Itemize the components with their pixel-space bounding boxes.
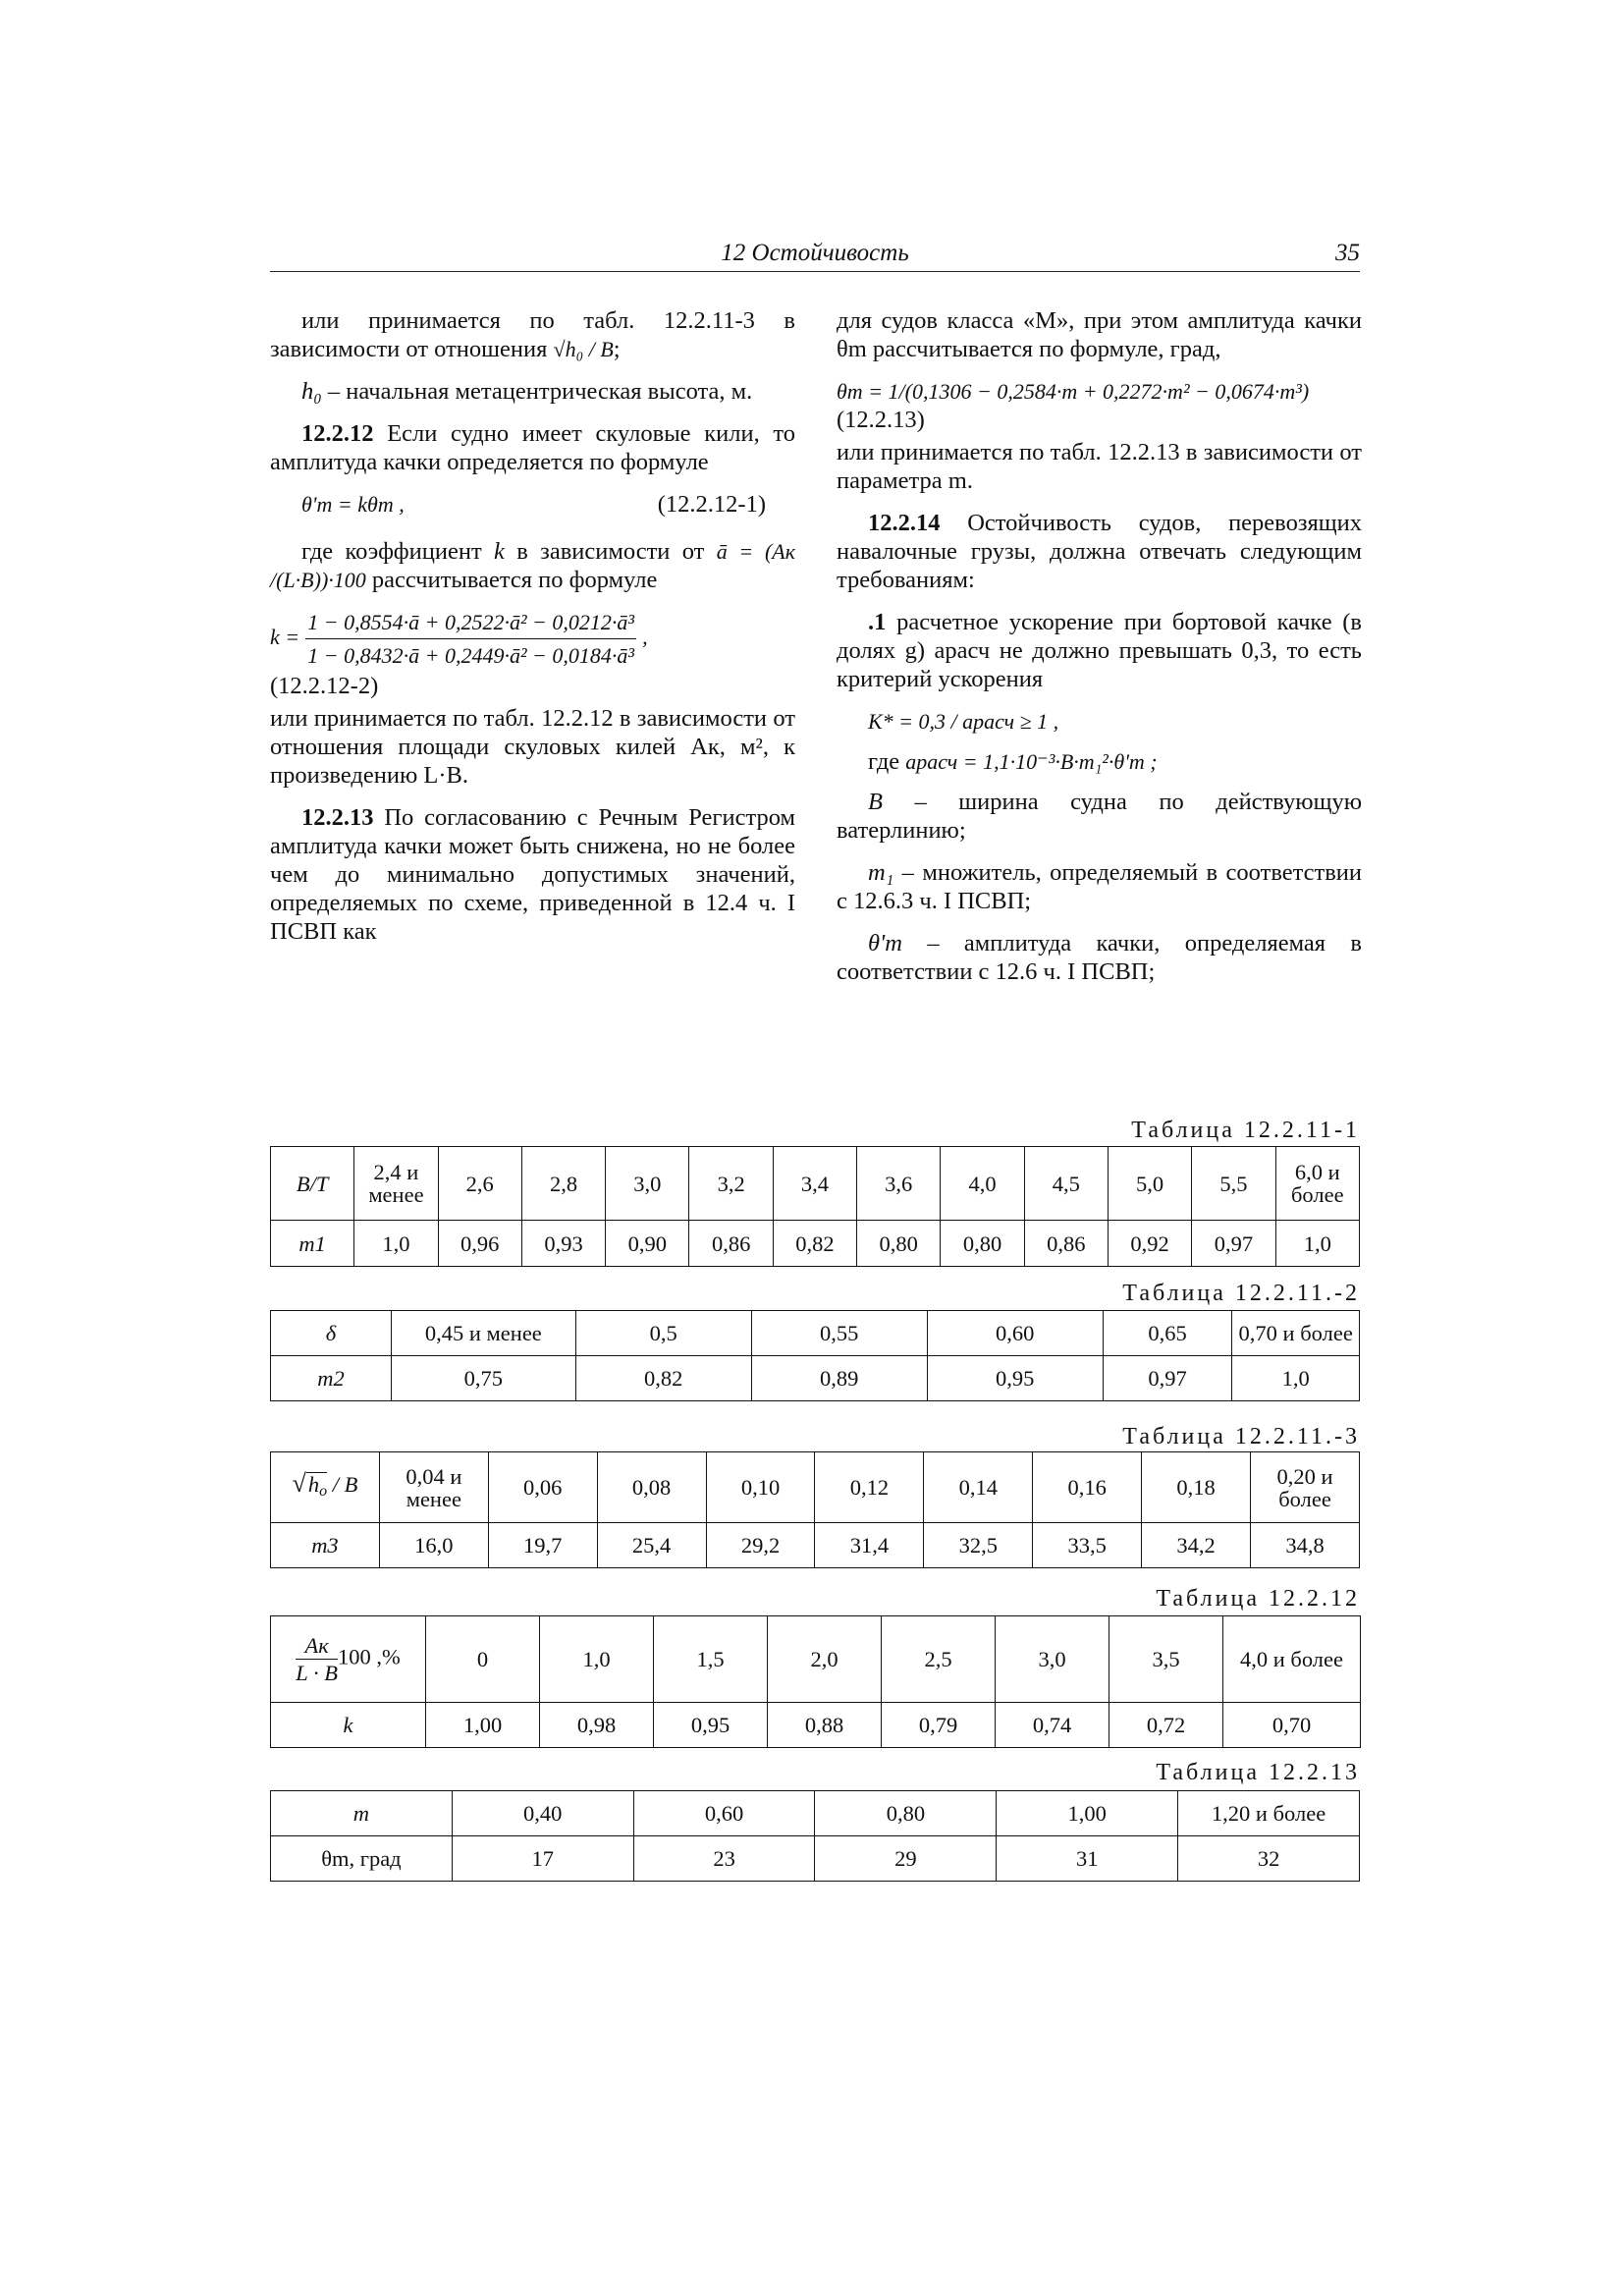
table-cell: 0,97 (1192, 1221, 1275, 1267)
table-caption: Таблица 12.2.11.-2 (1122, 1281, 1360, 1306)
table-cell: 1,0 (1232, 1356, 1360, 1401)
text: где коэффициент (301, 538, 482, 565)
table-header-row (271, 1147, 1360, 1221)
acceleration-criterion: K* = 0,3 / aрасч ≥ 1 , (868, 709, 1059, 734)
table-cell: 0,16 (1033, 1452, 1142, 1523)
fraction (305, 608, 636, 670)
section-12-2-12 (270, 419, 795, 476)
table-cell: 0,70 и более (1232, 1311, 1360, 1356)
formula: √h₀ / B (553, 337, 614, 361)
table-cell: 0,89 (751, 1356, 927, 1401)
table-cell: 3,0 (996, 1616, 1109, 1703)
list-item (837, 608, 1362, 693)
paragraph (270, 306, 795, 363)
section-text: По согласованию с Речным Регистром амплитуда качки может быть снижена, но не более чем до минимально допустимых значений, определяемых по схеме, приведенной в 12.4 ч. I ПСВП как (270, 804, 796, 945)
table-cell: 0,92 (1108, 1221, 1191, 1267)
table-cell (271, 1616, 426, 1703)
table-cell: 0,40 (452, 1791, 633, 1836)
table-cell: 0,86 (1024, 1221, 1108, 1267)
definition (837, 929, 1362, 986)
table-row (271, 1221, 1360, 1267)
table-cell: 0,75 (391, 1356, 575, 1401)
text: рассчитывается по формуле (371, 567, 658, 593)
table-cell: 32,5 (924, 1523, 1033, 1568)
table-cell: 0,72 (1109, 1703, 1223, 1748)
numerator: Aк (296, 1634, 338, 1660)
table-cell: 0,08 (597, 1452, 706, 1523)
table-cell: 2,6 (438, 1147, 521, 1221)
table-cell: 0,12 (815, 1452, 924, 1523)
table-header-row (271, 1791, 1360, 1836)
table-cell: 32 (1178, 1836, 1360, 1882)
formula (306, 1472, 327, 1503)
table-cell: 3,0 (606, 1147, 689, 1221)
table-12-2-12 (270, 1615, 1361, 1748)
text: – ширина судна по действующую ватерлинию; (837, 789, 1362, 844)
table-cell: 2,4 и менее (354, 1147, 438, 1221)
table-cell: 4,5 (1024, 1147, 1108, 1221)
chapter-title: 12 Остойчивость (721, 240, 909, 266)
table-cell: 1,20 и более (1178, 1791, 1360, 1836)
table-12-2-11-2 (270, 1310, 1360, 1401)
table-cell: 23 (633, 1836, 815, 1882)
table-cell: 1,00 (426, 1703, 540, 1748)
table-cell: 0,98 (540, 1703, 654, 1748)
table-cell: 2,0 (768, 1616, 882, 1703)
table-cell: 0,93 (521, 1221, 605, 1267)
table-cell: 0,5 (575, 1311, 751, 1356)
table-caption: Таблица 12.2.11-1 (1131, 1118, 1360, 1143)
text: – множитель, определяемый в соответствии с 12.6.3 ч. I ПСВП; (837, 859, 1362, 914)
section-12-2-13 (270, 803, 795, 946)
table-cell: m1 (271, 1221, 354, 1267)
text: – начальная метацентрическая высота, м. (327, 378, 753, 405)
table-cell: 0,95 (927, 1356, 1103, 1401)
equation-number: (12.2.12-1) (657, 491, 766, 518)
table-row (271, 1356, 1360, 1401)
right-column (837, 306, 1362, 1000)
paragraph (270, 537, 795, 594)
section-number: 12.2.12 (301, 420, 374, 447)
table-cell: 0 (426, 1616, 540, 1703)
section-number: 12.2.13 (301, 804, 374, 831)
paragraph: для судов класса «М», при этом амплитуда качки θm рассчитывается по формуле, град, (837, 307, 1362, 362)
table-cell: m2 (271, 1356, 392, 1401)
table-cell: 6,0 и более (1275, 1147, 1359, 1221)
table-cell: 0,88 (768, 1703, 882, 1748)
table-cell: θm, град (271, 1836, 453, 1882)
equation-number: (12.2.13) (837, 407, 925, 433)
table-cell: 0,96 (438, 1221, 521, 1267)
running-header (270, 240, 1360, 272)
table-cell: 0,80 (815, 1791, 997, 1836)
table-cell: 0,79 (882, 1703, 996, 1748)
definition (837, 788, 1362, 845)
definition (837, 858, 1362, 915)
table-cell: 0,65 (1103, 1311, 1232, 1356)
table-cell: 31 (997, 1836, 1178, 1882)
formula: θ'm = kθm , (301, 492, 405, 517)
table-row (271, 1836, 1360, 1882)
table-cell: 3,2 (689, 1147, 773, 1221)
table-caption: Таблица 12.2.13 (1156, 1760, 1360, 1785)
table-cell: 0,86 (689, 1221, 773, 1267)
table-cell: 0,90 (606, 1221, 689, 1267)
equation-12-2-12-2 (270, 608, 795, 670)
symbol: θ'm (868, 930, 902, 957)
table-cell: 31,4 (815, 1523, 924, 1568)
item-text: расчетное ускорение при бортовой качке (в долях g) aрасч не должно превышать 0,3, то есть критерий ускорения (837, 609, 1363, 692)
left-column (270, 306, 795, 959)
equation-12-2-13: θm = 1/(0,1306 − 0,2584·m + 0,2272·m² − 0,0674·m³) (837, 379, 1310, 404)
text: или принимается по табл. 12.2.11-3 в зависимости от отношения (270, 307, 795, 362)
denominator: 1 − 0,8432·ā + 0,2449·ā² − 0,0184·ā³ (307, 643, 634, 668)
symbol: h₀ (301, 378, 322, 405)
page-number: 35 (1335, 240, 1360, 266)
table-cell: 0,60 (633, 1791, 815, 1836)
table-cell: 0,45 и менее (391, 1311, 575, 1356)
table-cell: 25,4 (597, 1523, 706, 1568)
sqrt-icon: √ (292, 1469, 306, 1498)
table-caption: Таблица 12.2.12 (1156, 1586, 1360, 1612)
table-cell: m (271, 1791, 453, 1836)
table-cell: 3,5 (1109, 1616, 1223, 1703)
table-cell: 5,5 (1192, 1147, 1275, 1221)
table-cell: 29 (815, 1836, 997, 1882)
formula-lhs: k = (270, 625, 300, 650)
paragraph: или принимается по табл. 12.2.12 в зависимости от отношения площади скуловых килей Aк, м², к произведению L·B. (270, 705, 795, 789)
table-cell: 0,80 (941, 1221, 1024, 1267)
table-header-row (271, 1311, 1360, 1356)
table-row (271, 1523, 1360, 1568)
equation-number: (12.2.12-2) (270, 673, 379, 699)
table-cell: 0,14 (924, 1452, 1033, 1523)
text: ; (613, 336, 621, 362)
table-cell: 16,0 (379, 1523, 488, 1568)
section-text: Остойчивость судов, перевозящих навалочные грузы, должна отвечать следующим требованиям: (837, 510, 1362, 593)
symbol: h (307, 1472, 320, 1497)
section-number: 12.2.14 (868, 510, 941, 536)
table-cell: 0,70 (1223, 1703, 1361, 1748)
table-row (271, 1703, 1361, 1748)
table-12-2-11-1 (270, 1146, 1360, 1267)
equation-12-2-12-1 (270, 490, 795, 523)
table-cell: 0,10 (706, 1452, 815, 1523)
formula-tail: / B (332, 1472, 358, 1497)
formula-tail: 100 ,% (337, 1644, 401, 1669)
table-cell: 0,97 (1103, 1356, 1232, 1401)
table-cell: 19,7 (488, 1523, 597, 1568)
table-cell: 4,0 (941, 1147, 1024, 1221)
table-cell: 4,0 и более (1223, 1616, 1361, 1703)
numerator: 1 − 0,8554·ā + 0,2522·ā² − 0,0212·ā³ (305, 608, 636, 639)
table-12-2-13 (270, 1790, 1360, 1882)
subscript: o (319, 1483, 328, 1500)
table-header-row (271, 1616, 1361, 1703)
text: где (868, 748, 900, 775)
symbol: k (494, 538, 505, 565)
table-cell: k (271, 1703, 426, 1748)
acceleration-formula (868, 747, 1362, 776)
table-cell: 5,0 (1108, 1147, 1191, 1221)
item-number: .1 (868, 609, 887, 635)
table-cell: 2,8 (521, 1147, 605, 1221)
table-cell: 33,5 (1033, 1523, 1142, 1568)
formula: aрасч = 1,1·10⁻³·B·m₁²·θ'm ; (905, 749, 1158, 774)
table-cell: B/T (271, 1147, 354, 1221)
table-cell: 1,0 (540, 1616, 654, 1703)
table-header-row (271, 1452, 1360, 1523)
text: в зависимости от (516, 538, 705, 565)
table-cell: 0,74 (996, 1703, 1109, 1748)
text: – амплитуда качки, определяемая в соответствии с 12.6 ч. I ПСВП; (837, 930, 1362, 985)
table-cell: 0,80 (857, 1221, 941, 1267)
table-cell: 0,95 (654, 1703, 768, 1748)
paragraph: или принимается по табл. 12.2.13 в зависимости от параметра m. (837, 439, 1362, 494)
table-cell: 0,82 (575, 1356, 751, 1401)
table-cell: m3 (271, 1523, 380, 1568)
formula: ā = (Aк /(L·B))·100 (270, 539, 796, 592)
table-cell: 1,5 (654, 1616, 768, 1703)
table-cell: 0,82 (773, 1221, 856, 1267)
fraction (296, 1634, 338, 1684)
table-cell: 0,55 (751, 1311, 927, 1356)
table-cell: 1,00 (997, 1791, 1178, 1836)
symbol: B (868, 789, 883, 815)
table-12-2-11-3 (270, 1451, 1360, 1568)
table-cell: 34,8 (1251, 1523, 1360, 1568)
table-cell: 0,20 и более (1251, 1452, 1360, 1523)
table-cell: 1,0 (1275, 1221, 1359, 1267)
table-caption: Таблица 12.2.11.-3 (1122, 1424, 1360, 1449)
table-cell: 0,06 (488, 1452, 597, 1523)
table-cell: 1,0 (354, 1221, 438, 1267)
table-cell: 0,04 и менее (379, 1452, 488, 1523)
table-cell: 29,2 (706, 1523, 815, 1568)
table-cell: δ (271, 1311, 392, 1356)
definition (270, 377, 795, 406)
table-cell: 0,18 (1142, 1452, 1251, 1523)
table-cell (271, 1452, 380, 1523)
table-cell: 3,6 (857, 1147, 941, 1221)
section-12-2-14 (837, 509, 1362, 594)
section-text: Если судно имеет скуловые кили, то амплитуда качки определяется по формуле (270, 420, 795, 475)
symbol: m₁ (868, 859, 894, 886)
table-cell: 17 (452, 1836, 633, 1882)
table-cell: 2,5 (882, 1616, 996, 1703)
denominator: L · B (296, 1661, 338, 1685)
formula-punctuation: , (642, 625, 648, 650)
table-cell: 0,60 (927, 1311, 1103, 1356)
table-cell: 34,2 (1142, 1523, 1251, 1568)
table-cell: 3,4 (773, 1147, 856, 1221)
